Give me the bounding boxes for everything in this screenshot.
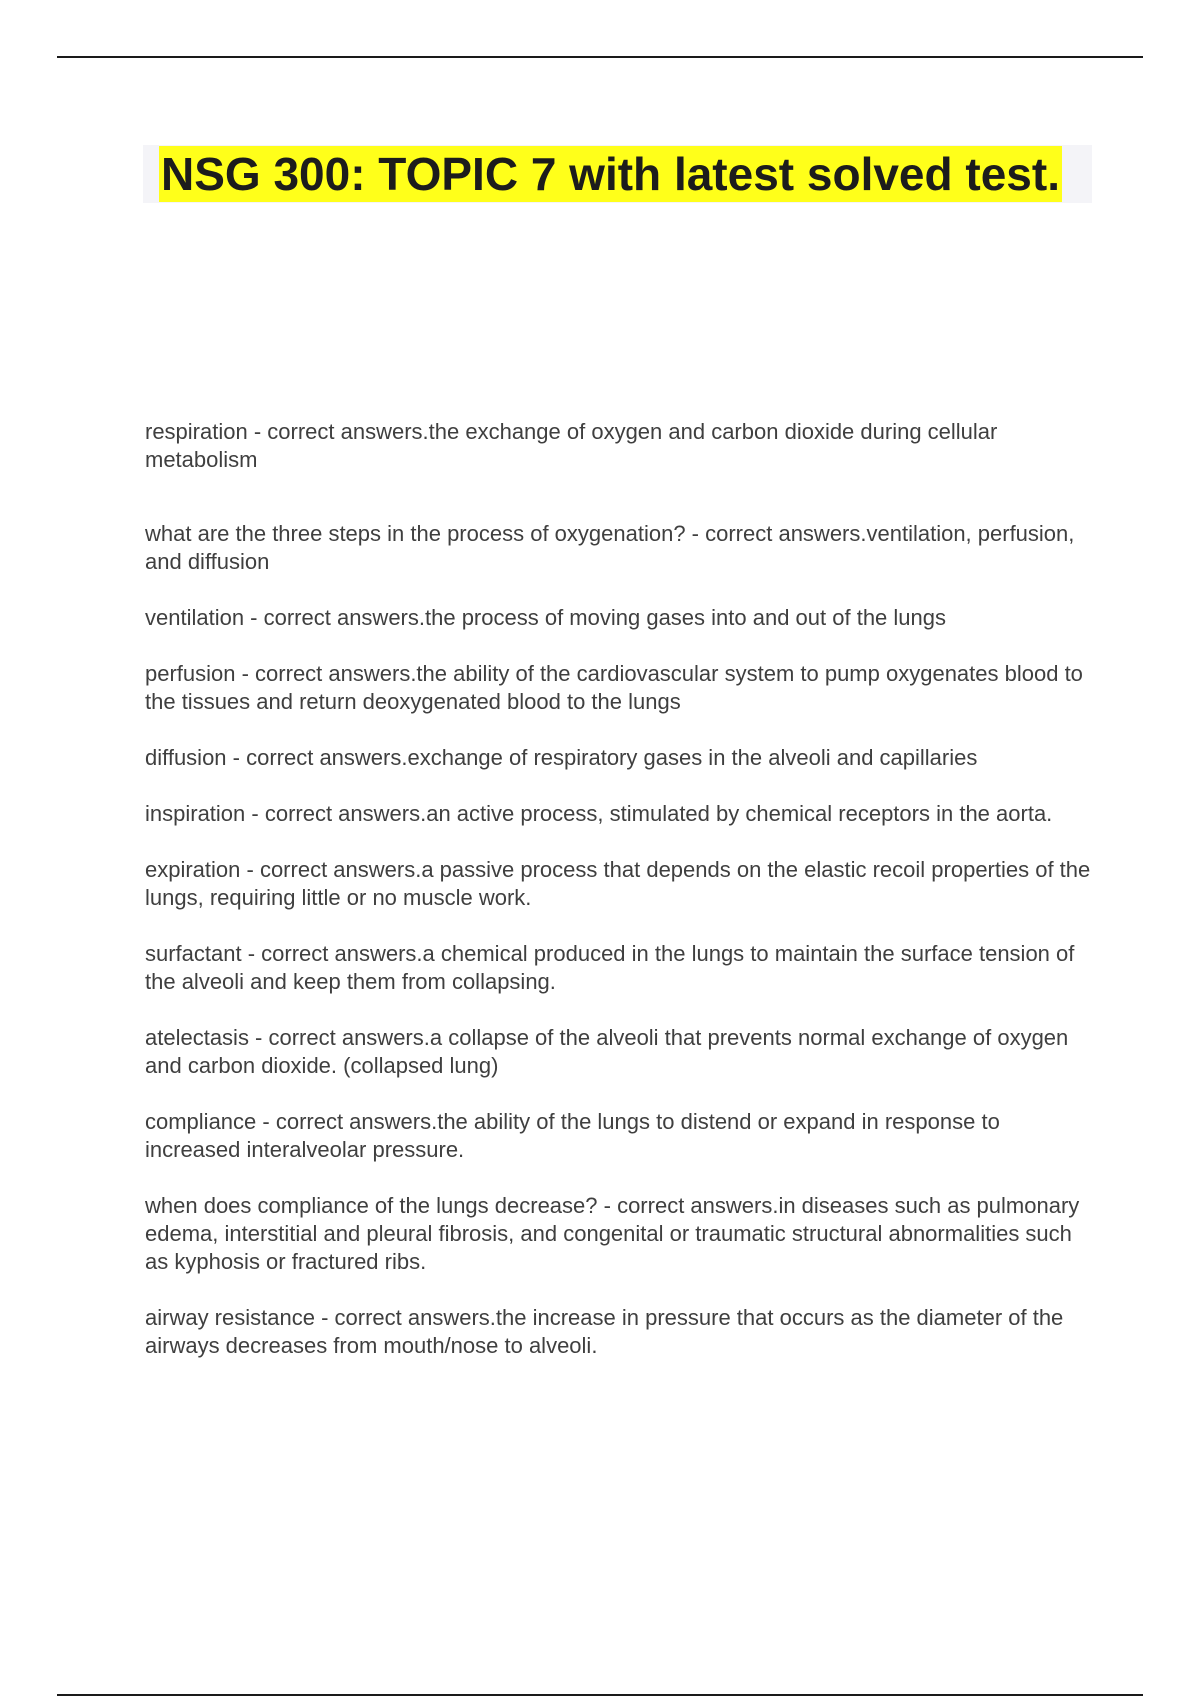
qa-entry-expiration: expiration - correct answers.a passive process that depends on the elastic recoil properties of the lungs, requiring little or no muscle work. xyxy=(145,857,1091,910)
qa-entry-diffusion: diffusion - correct answers.exchange of respiratory gases in the alveoli and capillaries xyxy=(145,745,978,770)
qa-entry-respiration: respiration - correct answers.the exchange of oxygen and carbon dioxide during cellular metabolism xyxy=(145,419,998,472)
qa-entry-compliance-decrease: when does compliance of the lungs decrease? - correct answers.in diseases such as pulmonary edema, interstitial and pleural fibrosis, and congenital or traumatic structural abnormalities such as kyphosis or fractured ribs. xyxy=(145,1193,1080,1274)
qa-entry-airway-resistance: airway resistance - correct answers.the increase in pressure that occurs as the diameter of the airways decreases from mouth/nose to alveoli. xyxy=(145,1305,1064,1358)
top-rule xyxy=(57,56,1143,58)
qa-entry-perfusion: perfusion - correct answers.the ability of the cardiovascular system to pump oxygenates blood to the tissues and return deoxygenated blood to the lungs xyxy=(145,661,1083,714)
qa-entry-ventilation: ventilation - correct answers.the process of moving gases into and out of the lungs xyxy=(145,605,946,630)
qa-list xyxy=(145,418,1100,1388)
qa-entry-oxygenation-steps: what are the three steps in the process of oxygenation? - correct answers.ventilation, perfusion, and diffusion xyxy=(145,521,1075,574)
bottom-rule xyxy=(57,1694,1143,1696)
qa-entry-surfactant: surfactant - correct answers.a chemical produced in the lungs to maintain the surface tension of the alveoli and keep them from collapsing. xyxy=(145,941,1075,994)
qa-entry-inspiration: inspiration - correct answers.an active process, stimulated by chemical receptors in the aorta. xyxy=(145,801,1053,826)
qa-entry-compliance: compliance - correct answers.the ability of the lungs to distend or expand in response to increased interalveolar pressure. xyxy=(145,1109,1000,1162)
page-title: NSG 300: TOPIC 7 with latest solved test. xyxy=(161,148,1060,200)
qa-entry-atelectasis: atelectasis - correct answers.a collapse of the alveoli that prevents normal exchange of oxygen and carbon dioxide. (collapsed lung) xyxy=(145,1025,1069,1078)
